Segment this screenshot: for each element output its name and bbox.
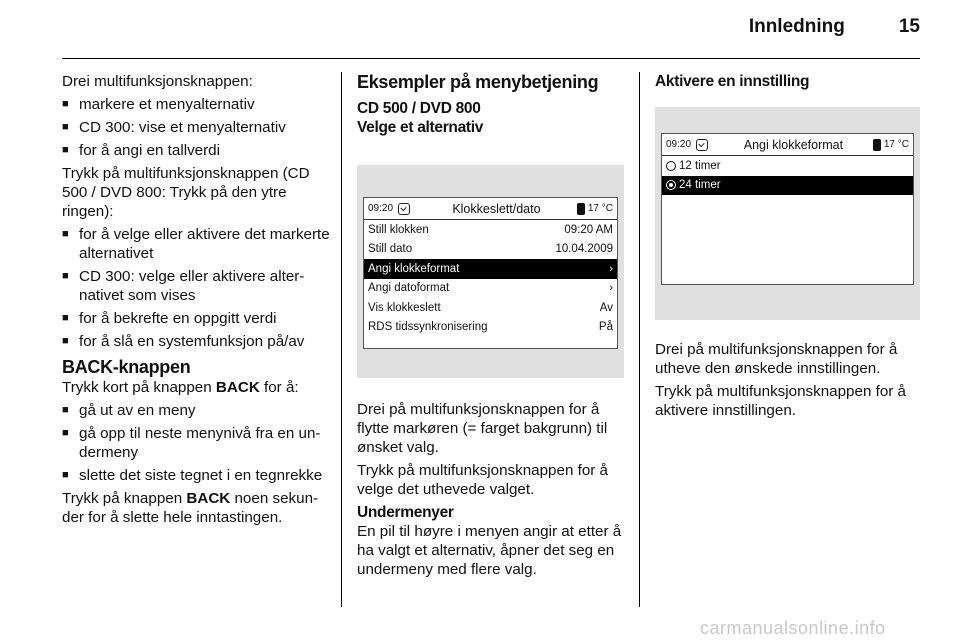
chevron-right-icon: › <box>609 282 613 295</box>
screen-clock: 09:20 <box>368 202 394 214</box>
column-3 <box>655 72 920 424</box>
section-heading: Aktivere en innstilling <box>655 73 810 90</box>
select-option-subheading: Velge et alternativ <box>357 119 484 136</box>
bullet-item: ■ markere et menyalternativ <box>62 95 330 114</box>
radio-selected-icon <box>666 180 676 190</box>
menu-item[interactable] <box>364 298 617 318</box>
screen-header <box>364 198 617 220</box>
column-2 <box>357 72 625 583</box>
bullet-item: ■ for å bekrefte en oppgitt verdi <box>62 309 330 328</box>
temperature-display: 17 °C <box>873 138 909 152</box>
format-screenshot <box>655 107 920 320</box>
screen-clock: 09:20 <box>666 138 692 150</box>
bullet-item: ■ for å angi en tallverdi <box>62 141 330 160</box>
radio-unselected-icon <box>666 161 676 171</box>
turn-intro: Drei multifunksjonsknappen: <box>62 73 253 90</box>
paragraph: Drei på multifunksjonsknappen for å utheve den ønskede innstillingen. <box>655 341 898 377</box>
bullet-item: ■ gå ut av en meny <box>62 401 330 420</box>
menu-item-value: 09:20 AM <box>564 223 613 236</box>
menu-item-label: Angi klokkeformat <box>368 262 460 275</box>
back-heading: BACK-knappen <box>62 357 191 377</box>
menu-item-label: Angi datoformat <box>368 282 450 295</box>
paragraph: En pil til høyre i menyen angir at etter å ha valgt et alternativ, åpner det seg en undermeny med flere valg. <box>357 523 622 578</box>
page-number: 15 <box>898 16 920 37</box>
option-label: 24 timer <box>679 179 721 192</box>
submenu-heading: Undermenyer <box>357 504 454 521</box>
menu-item-value: 10.04.2009 <box>555 243 613 256</box>
model-subheading: CD 500 / DVD 800 <box>357 100 481 117</box>
menu-item-label: Vis klokkeslett <box>368 301 441 314</box>
menu-item[interactable] <box>364 279 617 299</box>
column-divider-2 <box>639 72 640 607</box>
menu-item-label: Still klokken <box>368 223 429 236</box>
screen-header <box>662 134 913 156</box>
bullet-item: ■ slette det siste tegnet i en tegnrekke <box>62 466 330 485</box>
back-long-press: Trykk på knappen BACK noen sekunder for å slette hele inntastingen. <box>62 490 319 526</box>
paragraph: Drei på multifunksjonsknappen for å flytte markøren (= farget bakgrunn) til ønsket valg. <box>357 401 608 456</box>
bullet-item: ■ CD 300: velge eller aktivere alternativet som vises <box>62 267 330 305</box>
option-item[interactable] <box>662 176 913 196</box>
temperature-display: 17 °C <box>577 202 613 216</box>
thermometer-icon <box>577 203 585 215</box>
option-item[interactable] <box>662 156 913 176</box>
menu-item[interactable] <box>364 259 617 279</box>
column-1 <box>62 72 330 531</box>
section-heading: Eksempler på menybetjening <box>357 72 599 92</box>
menu-screenshot <box>357 165 624 378</box>
menu-item[interactable] <box>364 240 617 260</box>
screen-title: Angi klokkeformat <box>743 137 844 152</box>
display-screen <box>363 197 618 349</box>
paragraph: Trykk på multifunksjonsknappen for å aktivere innstillingen. <box>655 383 906 419</box>
press-intro: Trykk på multifunksjonsknappen (CD 500 / DVD 800: Trykk på den ytre ringen): <box>62 165 310 220</box>
menu-item-label: Still dato <box>368 243 413 256</box>
clock-settings-icon <box>696 139 708 151</box>
paragraph: Trykk på multifunksjonsknappen for å velge det uthevede valget. <box>357 462 608 498</box>
header-divider <box>62 58 920 59</box>
bullet-item: ■ CD 300: vise et menyalternativ <box>62 118 330 137</box>
bullet-item: ■ for å velge eller aktivere det markerte alternativet <box>62 225 330 263</box>
menu-item[interactable] <box>364 220 617 240</box>
thermometer-icon <box>873 139 881 151</box>
chevron-right-icon: › <box>609 262 613 275</box>
display-screen <box>661 133 914 285</box>
menu-item-label: RDS tidssynkronisering <box>368 321 488 334</box>
back-key-label: BACK <box>215 379 260 396</box>
bullet-item: ■ for å slå en systemfunksjon på/av <box>62 332 330 351</box>
menu-item[interactable] <box>364 318 617 338</box>
clock-settings-icon <box>398 203 410 215</box>
menu-list <box>364 220 617 337</box>
column-divider-1 <box>341 72 342 607</box>
back-intro: Trykk kort på knappen BACK for å: <box>62 379 299 396</box>
menu-item-value: På <box>598 321 613 334</box>
watermark: carmanualsonline.info <box>700 618 886 638</box>
back-key-label: BACK <box>186 490 231 507</box>
option-label: 12 timer <box>679 159 721 172</box>
header-title: Innledning <box>748 16 845 37</box>
page-header <box>749 16 920 38</box>
menu-item-value: Av <box>599 301 613 314</box>
option-list <box>662 156 913 195</box>
screen-title: Klokkeslett/dato <box>452 201 541 216</box>
bullet-item: ■ gå opp til neste menynivå fra en undermeny <box>62 424 330 462</box>
